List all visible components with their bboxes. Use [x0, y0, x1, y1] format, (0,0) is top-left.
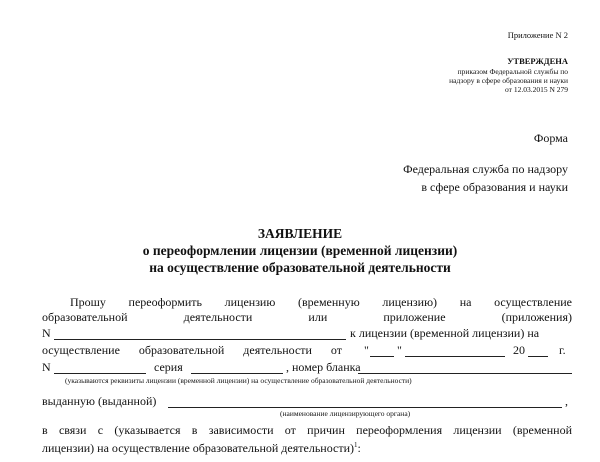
license-month-field[interactable] [405, 356, 505, 357]
series-field[interactable] [191, 373, 283, 374]
body-line-7: в связи с (указывается в зависимости от причин переоформления лицензии (временной [42, 423, 572, 437]
issuing-authority-field[interactable] [168, 407, 562, 408]
document-subtitle-1: о переоформлении лицензии (временной лицензии) [142, 243, 458, 258]
addressee-line-2: в сфере образования и науки [421, 180, 568, 194]
body-line-3-prefix: N [42, 326, 51, 340]
license-number-2-field[interactable] [54, 373, 146, 374]
series-label: серия [154, 360, 183, 374]
footnote-mark: 1 [354, 441, 358, 449]
license-number-field[interactable] [54, 339, 346, 340]
document-subtitle-2: на осуществление образовательной деятельности [149, 260, 451, 275]
blank-number-label: , номер бланка [286, 360, 361, 374]
body-line-8 [42, 438, 361, 455]
issuing-authority-note: (наименование лицензирующего органа) [280, 409, 411, 418]
issued-by-label: выданную (выданной) [42, 394, 157, 408]
year-suffix: г. [559, 343, 566, 357]
license-details-note: (указываются реквизиты лицензии (временной лицензии) на осуществление образовательной деятельности) [65, 376, 412, 385]
document-title: ЗАЯВЛЕНИЕ [257, 226, 343, 241]
body-line-1: Прошу переоформить лицензию (временную лицензию) на осуществление [70, 295, 572, 309]
quote-open: " [364, 343, 369, 357]
body-line-4-prefix: осуществление образовательной деятельности от [42, 343, 342, 357]
year-prefix: 20 [513, 343, 525, 357]
license-day-field[interactable] [370, 356, 394, 357]
form-label: Форма [533, 131, 568, 145]
license-year-field[interactable] [528, 356, 548, 357]
body-line-5-prefix: N [42, 360, 51, 374]
body-line-8-end: : [357, 441, 361, 455]
body-line-8-text: лицензии) на осуществление образовательной деятельности) [42, 441, 354, 455]
body-line-3-suffix: к лицензии (временной лицензии) на [350, 326, 540, 340]
approved-line-2: надзору в сфере образования и науки [449, 76, 568, 85]
body-line-2: образовательной деятельности или приложение (приложения) [42, 310, 572, 324]
approved-line-1: приказом Федеральной службы по [457, 67, 568, 76]
approved-line-3: от 12.03.2015 N 279 [505, 85, 568, 94]
blank-number-field[interactable] [358, 373, 572, 374]
appendix-label: Приложение N 2 [507, 30, 568, 40]
addressee-line-1: Федеральная служба по надзору [403, 162, 568, 176]
issued-by-comma: , [565, 394, 568, 408]
quote-close: " [397, 343, 402, 357]
approved-title: УТВЕРЖДЕНА [507, 56, 568, 66]
